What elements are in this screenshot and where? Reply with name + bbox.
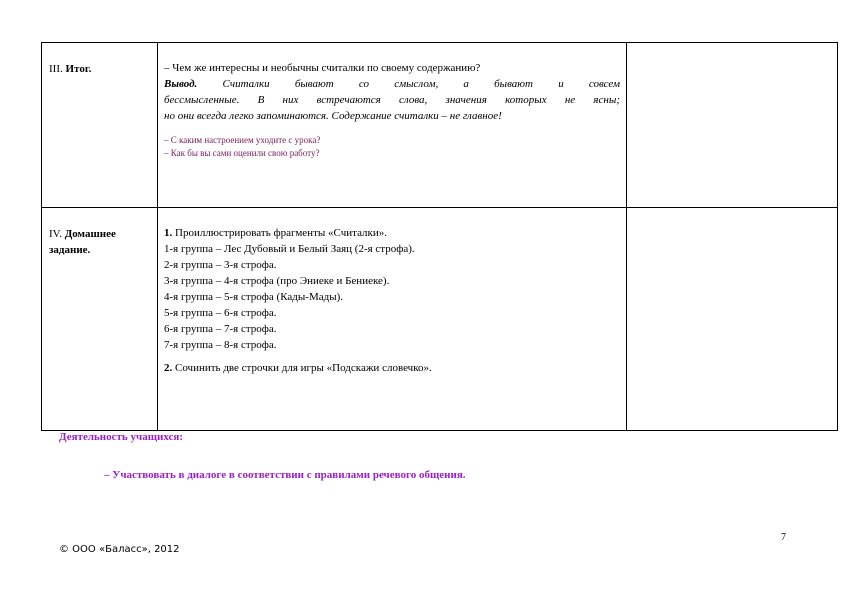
- task-2-number: 2.: [164, 362, 173, 374]
- task-2: [164, 360, 620, 376]
- conclusion-line-3: но они всегда легко запоминаются. Содержание считалки – не главное!: [164, 110, 502, 122]
- page-number: 7: [781, 532, 786, 543]
- stage-title: Итог.: [65, 63, 92, 75]
- stage-cell-summary: [42, 43, 158, 208]
- content-cell-summary: [158, 43, 627, 208]
- reflection-question-2: – Как бы вы сами оценили свою работу?: [164, 148, 320, 158]
- stage-cell-homework: [42, 208, 158, 431]
- group-3: 3-я группа – 4-я строфа (про Эниеке и Бениеке).: [164, 275, 390, 287]
- conclusion-text-1: Считалки бывают со смыслом, а бывают и совсем: [222, 78, 620, 90]
- reflection-question-1: – С каким настроением уходите с урока?: [164, 135, 321, 145]
- conclusion-line-1: [164, 76, 620, 92]
- activity-heading: Деятельность учащихся:: [59, 431, 184, 443]
- notes-cell-homework: [627, 208, 838, 431]
- summary-question: – Чем же интересны и необычны считалки по своему содержанию?: [164, 62, 481, 74]
- table-row: [42, 43, 838, 208]
- group-1: 1-я группа – Лес Дубовый и Белый Заяц (2-я строфа).: [164, 243, 415, 255]
- notes-cell-summary: [627, 43, 838, 208]
- group-7: 7-я группа – 8-я строфа.: [164, 339, 277, 351]
- conclusion-label: Вывод.: [164, 78, 198, 90]
- footer-copyright: © ООО «Баласс», 2012: [59, 544, 180, 555]
- group-4: 4-я группа – 5-я строфа (Кады-Мады).: [164, 291, 344, 303]
- group-5: 5-я группа – 6-я строфа.: [164, 307, 277, 319]
- conclusion-line-2: бессмысленные. В них встречаются слова, значения которых не ясны;: [164, 94, 620, 106]
- content-cell-homework: [158, 208, 627, 431]
- task-2-text: Сочинить две строчки для игры «Подскажи словечко».: [175, 362, 432, 374]
- stage-title-line-1: Домашнее: [64, 228, 116, 240]
- stage-title-line-2: задание.: [49, 244, 91, 256]
- activity-item: – Участвовать в диалоге в соответствии с правилами речевого общения.: [104, 469, 466, 481]
- lesson-table: [41, 42, 838, 431]
- task-1-number: 1.: [164, 227, 173, 239]
- task-1: [164, 225, 620, 241]
- stage-number: IV.: [49, 228, 62, 240]
- task-1-text: Проиллюстрировать фрагменты «Считалки».: [175, 227, 388, 239]
- group-6: 6-я группа – 7-я строфа.: [164, 323, 277, 335]
- table-row: [42, 208, 838, 431]
- stage-number: III.: [49, 63, 63, 75]
- group-2: 2-я группа – 3-я строфа.: [164, 259, 277, 271]
